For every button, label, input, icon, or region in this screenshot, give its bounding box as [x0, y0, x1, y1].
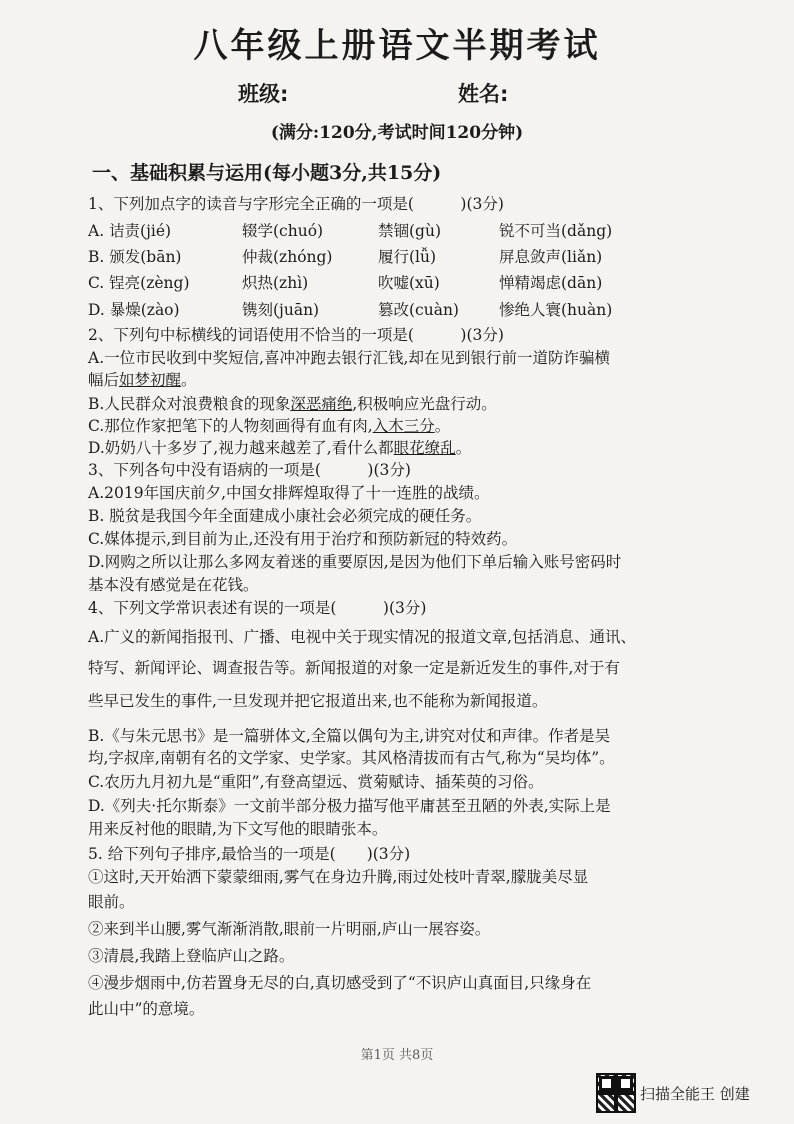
question-2-option-a-cont: 幅后如梦初醒。 [88, 371, 197, 389]
question-1-stem: 1、下列加点字的读音与字形完全正确的一项是( )(3分) [88, 195, 504, 213]
question-2-option-d: D.奶奶八十多岁了,视力越来越差了,看什么都眼花缭乱。 [88, 439, 472, 457]
question-5-sentence-1: ①这时,天开始洒下蒙蒙细雨,雾气在身边升腾,雨过处枝叶青翠,朦胧美尽显 [88, 868, 589, 886]
question-4-option-a: A.广义的新闻指报刊、广播、电视中关于现实情况的报道文章,包括消息、通讯、 [88, 628, 637, 646]
question-4-option-b-cont: 均,字叔庠,南朝有名的文学家、史学家。其风格清拔而有古气,称为“吴均体”。 [88, 749, 615, 767]
option-c-2: 炽热(zhì) [242, 274, 309, 292]
question-4-option-d: D.《列夫·托尔斯泰》一文前半部分极力描写他平庸甚至丑陋的外表,实际上是 [88, 797, 611, 815]
option-d-3: 篡改(cuàn) [378, 301, 459, 319]
option-c-1: C. 锃亮(zèng) [88, 274, 190, 292]
question-3-option-c: C.媒体提示,到目前为止,还没有用于治疗和预防新冠的特效药。 [88, 530, 518, 548]
option-a-1: A. 诘责(jié) [88, 222, 172, 240]
option-a-2: 辍学(chuó) [242, 222, 324, 240]
option-d-2: 镌刻(juān) [242, 301, 320, 319]
question-2-option-c: C.那位作家把笔下的人物刻画得有血有肉,入木三分。 [88, 417, 451, 435]
question-2-stem: 2、下列句中标横线的词语使用不恰当的一项是( )(3分) [88, 326, 504, 344]
question-3-option-a: A.2019年国庆前夕,中国女排辉煌取得了十一连胜的战绩。 [88, 484, 490, 502]
question-3-option-d-cont: 基本没有感觉是在花钱。 [88, 576, 259, 594]
class-label: 班级: [238, 82, 289, 106]
underlined-term: 如梦初醒 [119, 371, 182, 389]
question-1-option-row [88, 245, 768, 267]
underlined-term: 入木三分 [372, 417, 435, 435]
question-5-sentence-4-cont: 此山中”的意境。 [88, 1000, 205, 1018]
question-5-sentence-3: ③清晨,我踏上登临庐山之路。 [88, 947, 295, 965]
question-4-option-a-cont: 特写、新闻评论、调查报告等。新闻报道的对象一定是新近发生的事件,对于有 [88, 659, 620, 677]
qr-code-icon [596, 1073, 636, 1113]
option-d-4: 惨绝人寰(huàn) [499, 301, 613, 319]
option-a-3: 禁锢(gù) [378, 222, 441, 240]
name-label: 姓名: [458, 82, 509, 106]
option-d-1: D. 暴燥(zào) [88, 301, 180, 319]
question-1-option-row [88, 298, 768, 320]
option-b-4: 屏息敛声(liǎn) [499, 248, 603, 266]
option-b-2: 仲裁(zhóng) [242, 248, 333, 266]
question-4-option-c: C.农历九月初九是“重阳”,有登高望远、赏菊赋诗、插茱萸的习俗。 [88, 773, 544, 791]
option-c-4: 惮精竭虑(dān) [499, 274, 603, 292]
question-4-option-b: B.《与朱元思书》是一篇骈体文,全篇以偶句为主,讲究对仗和声律。作者是吴 [88, 727, 611, 745]
option-b-3: 履行(lǚ) [378, 248, 437, 266]
question-4-option-d-cont: 用来反衬他的眼睛,为下文写他的眼睛张本。 [88, 820, 388, 838]
underlined-term: 深恶痛绝 [290, 395, 353, 413]
question-5-sentence-4: ④漫步烟雨中,仿若置身无尽的白,真切感受到了“不识庐山真面目,只缘身在 [88, 974, 592, 992]
page-number: 第1页 共8页 [360, 1048, 434, 1063]
section-heading: 一、基础积累与运用(每小题3分,共15分) [92, 162, 442, 184]
question-1-option-row [88, 271, 768, 293]
option-c-3: 吹嘘(xū) [378, 274, 440, 292]
question-3-stem: 3、下列各句中没有语病的一项是( )(3分) [88, 461, 411, 479]
question-4-stem: 4、下列文学常识表述有误的一项是( )(3分) [88, 599, 427, 617]
question-3-option-b: B. 脱贫是我国今年全面建成小康社会必须完成的硬任务。 [88, 507, 482, 525]
question-2-option-b: B.人民群众对浪费粮食的现象深恶痛绝,积极响应光盘行动。 [88, 395, 497, 413]
score-note: (满分:120分,考试时间120分钟) [270, 123, 524, 143]
scanner-brand-label: 扫描全能王 创建 [640, 1085, 750, 1103]
page-title: 八年级上册语文半期考试 [193, 26, 601, 66]
question-1-option-row [88, 219, 768, 241]
underlined-term: 眼花缭乱 [393, 439, 456, 457]
option-b-1: B. 颁发(bān) [88, 248, 182, 266]
question-3-option-d: D.网购之所以让那么多网友着迷的重要原因,是因为他们下单后输入账号密码时 [88, 553, 622, 571]
question-5-sentence-2: ②来到半山腰,雾气渐渐消散,眼前一片明丽,庐山一展容姿。 [88, 920, 491, 938]
option-a-4: 锐不可当(dǎng) [499, 222, 613, 240]
question-2-option-a: A.一位市民收到中奖短信,喜冲冲跑去银行汇钱,却在见到银行前一道防诈骗横 [88, 349, 610, 367]
question-5-stem: 5. 给下列句子排序,最恰当的一项是( )(3分) [88, 845, 411, 863]
question-4-option-a-cont: 些早已发生的事件,一旦发现并把它报道出来,也不能称为新闻报道。 [88, 692, 548, 710]
question-5-sentence-1-cont: 眼前。 [88, 893, 135, 911]
